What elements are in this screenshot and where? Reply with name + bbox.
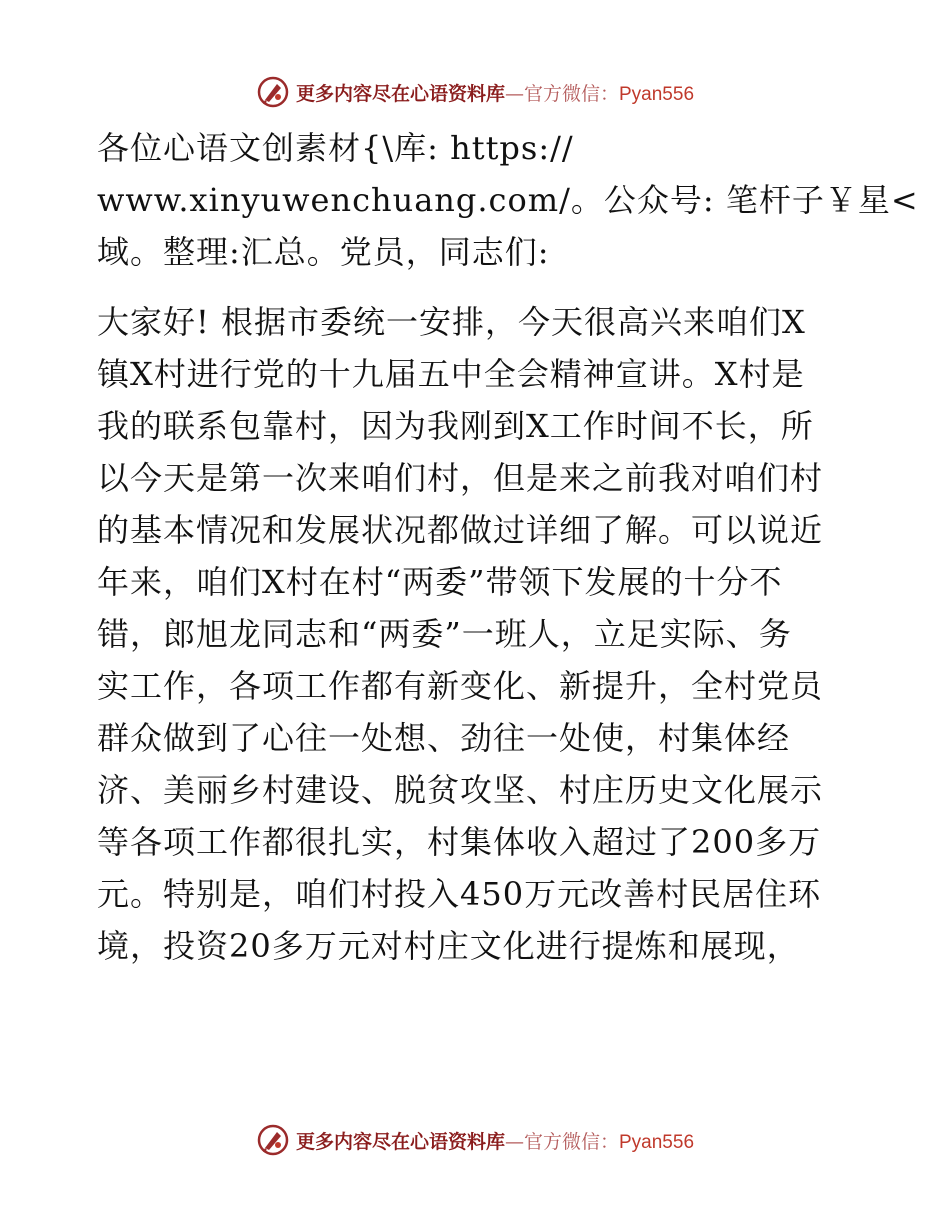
header-separator: — (504, 82, 524, 105)
text-line: 域。整理:汇总。党员，同志们: (97, 233, 550, 271)
text-line: 元。特别是，咱们村投入450万元改善村民居住环 (97, 875, 822, 913)
text-line: 我的联系包靠村，因为我刚到X工作时间不长，所 (97, 407, 814, 445)
document-body (97, 122, 919, 972)
text-line: 等各项工作都很扎实，村集体收入超过了200多万 (97, 823, 822, 861)
paragraph-speech (97, 296, 857, 972)
text-line: 以今天是第一次来咱们村，但是来之前我对咱们村 (97, 459, 824, 497)
text-line: 济、美丽乡村建设、脱贫攻坚、村庄历史文化展示 (97, 771, 824, 809)
text-line: 年来，咱们X村在村“两委”带领下发展的十分不 (97, 563, 783, 601)
text-line: www.xinyuwenchuang.com/。公众号: 笔杆子￥星< (97, 181, 919, 219)
header-brand: 更多内容尽在心语资料库 (295, 82, 505, 105)
footer-banner-text (296, 1127, 694, 1154)
header-wechat-id: Pyan556 (619, 83, 695, 105)
footer-banner (0, 1118, 950, 1162)
footer-wechat-id: Pyan556 (619, 1131, 695, 1153)
text-line: 镇X村进行党的十九届五中全会精神宣讲。X村是 (97, 355, 805, 393)
paragraph-intro (97, 122, 919, 278)
text-line: 群众做到了心往一处想、劲往一处使，村集体经 (97, 719, 791, 757)
text-line: 实工作，各项工作都有新变化、新提升，全村党员 (97, 667, 824, 705)
text-line: 错，郎旭龙同志和“两委”一班人，立足实际、务 (97, 615, 792, 653)
text-line: 的基本情况和发展状况都做过详细了解。可以说近 (97, 511, 824, 549)
text-line: 大家好! 根据市委统一安排，今天很高兴来咱们X (97, 303, 806, 341)
header-banner-text (296, 79, 694, 106)
header-banner (0, 70, 950, 114)
pen-logo-icon (256, 75, 290, 109)
header-wechat-label: 官方微信： (523, 82, 619, 105)
pen-logo-icon (256, 1123, 290, 1157)
footer-separator: — (504, 1130, 524, 1153)
text-line: 境，投资20多万元对村庄文化进行提炼和展现， (97, 927, 800, 965)
footer-brand: 更多内容尽在心语资料库 (295, 1130, 505, 1153)
text-line: 各位心语文创素材{\库: https:// (97, 129, 574, 167)
footer-wechat-label: 官方微信： (523, 1130, 619, 1153)
